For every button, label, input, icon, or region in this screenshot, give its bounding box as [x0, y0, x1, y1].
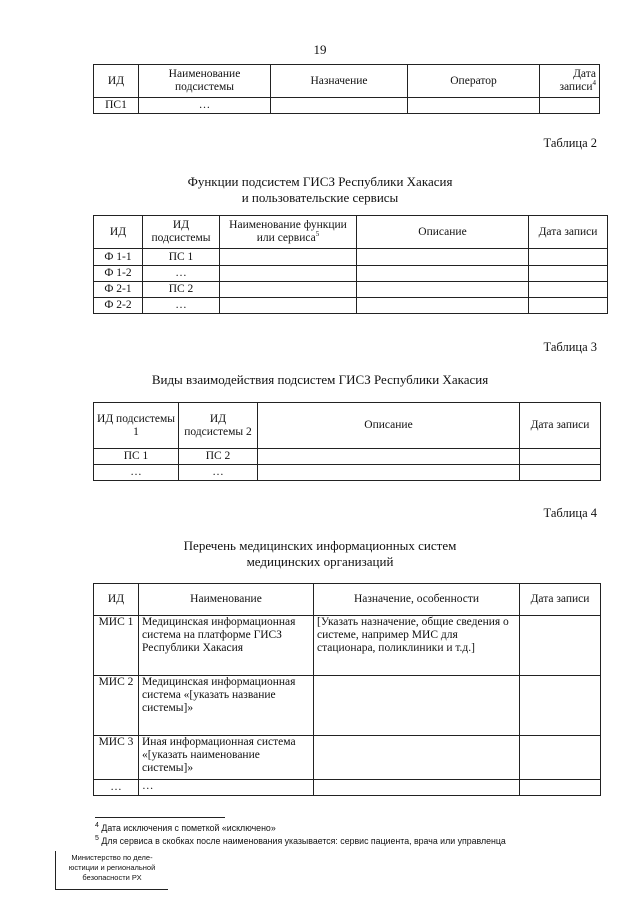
- cell: [520, 736, 601, 780]
- cell: [220, 249, 357, 266]
- cell: [408, 98, 540, 114]
- table-title: медицинских организаций: [246, 554, 394, 569]
- cell: [258, 449, 520, 465]
- table-title: Виды взаимодействия подсистем ГИСЗ Республики Хакасия: [151, 372, 489, 387]
- cell: ПС 2: [179, 449, 258, 465]
- cell: …: [143, 266, 220, 282]
- cell: ПС 1: [143, 249, 220, 266]
- cell: [540, 98, 600, 114]
- table-caption: Таблица 2: [543, 136, 597, 150]
- footnote-text: Дата исключения с пометкой «исключено»: [101, 823, 276, 833]
- page-number: 19: [313, 42, 327, 57]
- cell: ПС 2: [143, 282, 220, 298]
- col-header-date: Дата записи: [529, 216, 608, 249]
- col-header-description: Описание: [357, 216, 529, 249]
- col-header-date: Дата записи: [520, 584, 601, 616]
- cell: [314, 736, 520, 780]
- table-row: [94, 676, 601, 736]
- cell: [529, 266, 608, 282]
- footnote-ref: 5: [315, 230, 320, 239]
- col-header-date: Дата записи: [520, 403, 601, 449]
- stamp-line: Министерство по деле-: [71, 853, 153, 862]
- cell: Ф 1-1: [94, 249, 143, 266]
- footnote-mark: 4: [95, 822, 99, 830]
- footnote: [95, 822, 276, 834]
- cell: [314, 780, 520, 796]
- cell: МИС 1: [94, 616, 139, 676]
- table-mis: [93, 583, 601, 796]
- col-header-purpose: Назначение: [271, 65, 408, 98]
- cell: [271, 98, 408, 114]
- cell: …: [94, 465, 179, 481]
- table-row: [94, 282, 608, 298]
- cell: [220, 282, 357, 298]
- table-title: и пользовательские сервисы: [241, 190, 399, 205]
- stamp-line: юстиции и региональной: [68, 863, 156, 872]
- table-row: [94, 298, 608, 314]
- table-row: [94, 449, 601, 465]
- table-subsystems: [93, 64, 600, 114]
- footnote-ref: 4: [592, 79, 596, 88]
- cell: …: [139, 98, 271, 114]
- col-header-name: Наименование подсистемы: [139, 65, 271, 98]
- cell: …: [94, 780, 139, 796]
- table-header-row: [94, 403, 601, 449]
- col-header-id: ИД: [94, 584, 139, 616]
- footnote-text: Для сервиса в скобках после наименования указывается: сервис пациента, врача или управленца: [101, 836, 506, 846]
- col-header-operator: Оператор: [408, 65, 540, 98]
- cell: [520, 465, 601, 481]
- cell: [357, 282, 529, 298]
- table-functions: [93, 215, 608, 314]
- table-interactions: [93, 402, 601, 481]
- table-title: Перечень медицинских информационных систем: [183, 538, 457, 553]
- col-header-date: [540, 65, 600, 98]
- cell: [357, 266, 529, 282]
- cell: [357, 298, 529, 314]
- cell: МИС 2: [94, 676, 139, 736]
- col-header-id: ИД: [94, 216, 143, 249]
- cell: [520, 449, 601, 465]
- cell: [Указать назначение, общие сведения о системе, например МИС для стационара, поликлиники и т.д.]: [314, 616, 520, 676]
- cell: [220, 298, 357, 314]
- cell: Медицинская информационная система «[указать название системы]»: [139, 676, 314, 736]
- cell: [520, 616, 601, 676]
- cell: …: [143, 298, 220, 314]
- table-row: [94, 465, 601, 481]
- table-header-row: [94, 65, 600, 98]
- col-header-function-name: [220, 216, 357, 249]
- footnote: [95, 835, 506, 847]
- col-header-purpose: Назначение, особенности: [314, 584, 520, 616]
- cell: ПС1: [94, 98, 139, 114]
- cell: ПС 1: [94, 449, 179, 465]
- cell: [520, 780, 601, 796]
- cell: [520, 676, 601, 736]
- table-row: [94, 780, 601, 796]
- cell: Ф 1-2: [94, 266, 143, 282]
- date-header-text: Дата записи: [559, 68, 596, 93]
- footnote-mark: 5: [95, 835, 99, 843]
- stamp-line: безопасности РХ: [82, 873, 142, 882]
- col-header-subsystem-id: ИД подсистемы: [143, 216, 220, 249]
- table-row: [94, 249, 608, 266]
- cell: [357, 249, 529, 266]
- col-header-id: ИД: [94, 65, 139, 98]
- cell: [220, 266, 357, 282]
- cell: Иная информационная система «[указать наименование системы]»: [139, 736, 314, 780]
- cell: Медицинская информационная система на платформе ГИСЗ Республики Хакасия: [139, 616, 314, 676]
- table-caption: Таблица 3: [543, 340, 597, 354]
- col-header-description: Описание: [258, 403, 520, 449]
- cell: [529, 298, 608, 314]
- cell: …: [179, 465, 258, 481]
- col-header-subsystem2: ИД подсистемы 2: [179, 403, 258, 449]
- cell: МИС 3: [94, 736, 139, 780]
- table-row: [94, 98, 600, 114]
- table-header-row: [94, 584, 601, 616]
- cell: …: [139, 780, 314, 796]
- table-row: [94, 616, 601, 676]
- table-header-row: [94, 216, 608, 249]
- cell: Ф 2-2: [94, 298, 143, 314]
- ministry-stamp: [55, 851, 168, 890]
- footnote-divider: [95, 817, 225, 818]
- table-row: [94, 736, 601, 780]
- cell: [314, 676, 520, 736]
- col-header-name: Наименование: [139, 584, 314, 616]
- col-header-subsystem1: ИД подсистемы 1: [94, 403, 179, 449]
- function-header-text: Наименование функции или сервиса: [229, 219, 347, 244]
- table-title: Функции подсистем ГИСЗ Республики Хакасия: [187, 174, 453, 189]
- cell: Ф 2-1: [94, 282, 143, 298]
- cell: [258, 465, 520, 481]
- table-row: [94, 266, 608, 282]
- cell: [529, 249, 608, 266]
- table-caption: Таблица 4: [543, 506, 597, 520]
- cell: [529, 282, 608, 298]
